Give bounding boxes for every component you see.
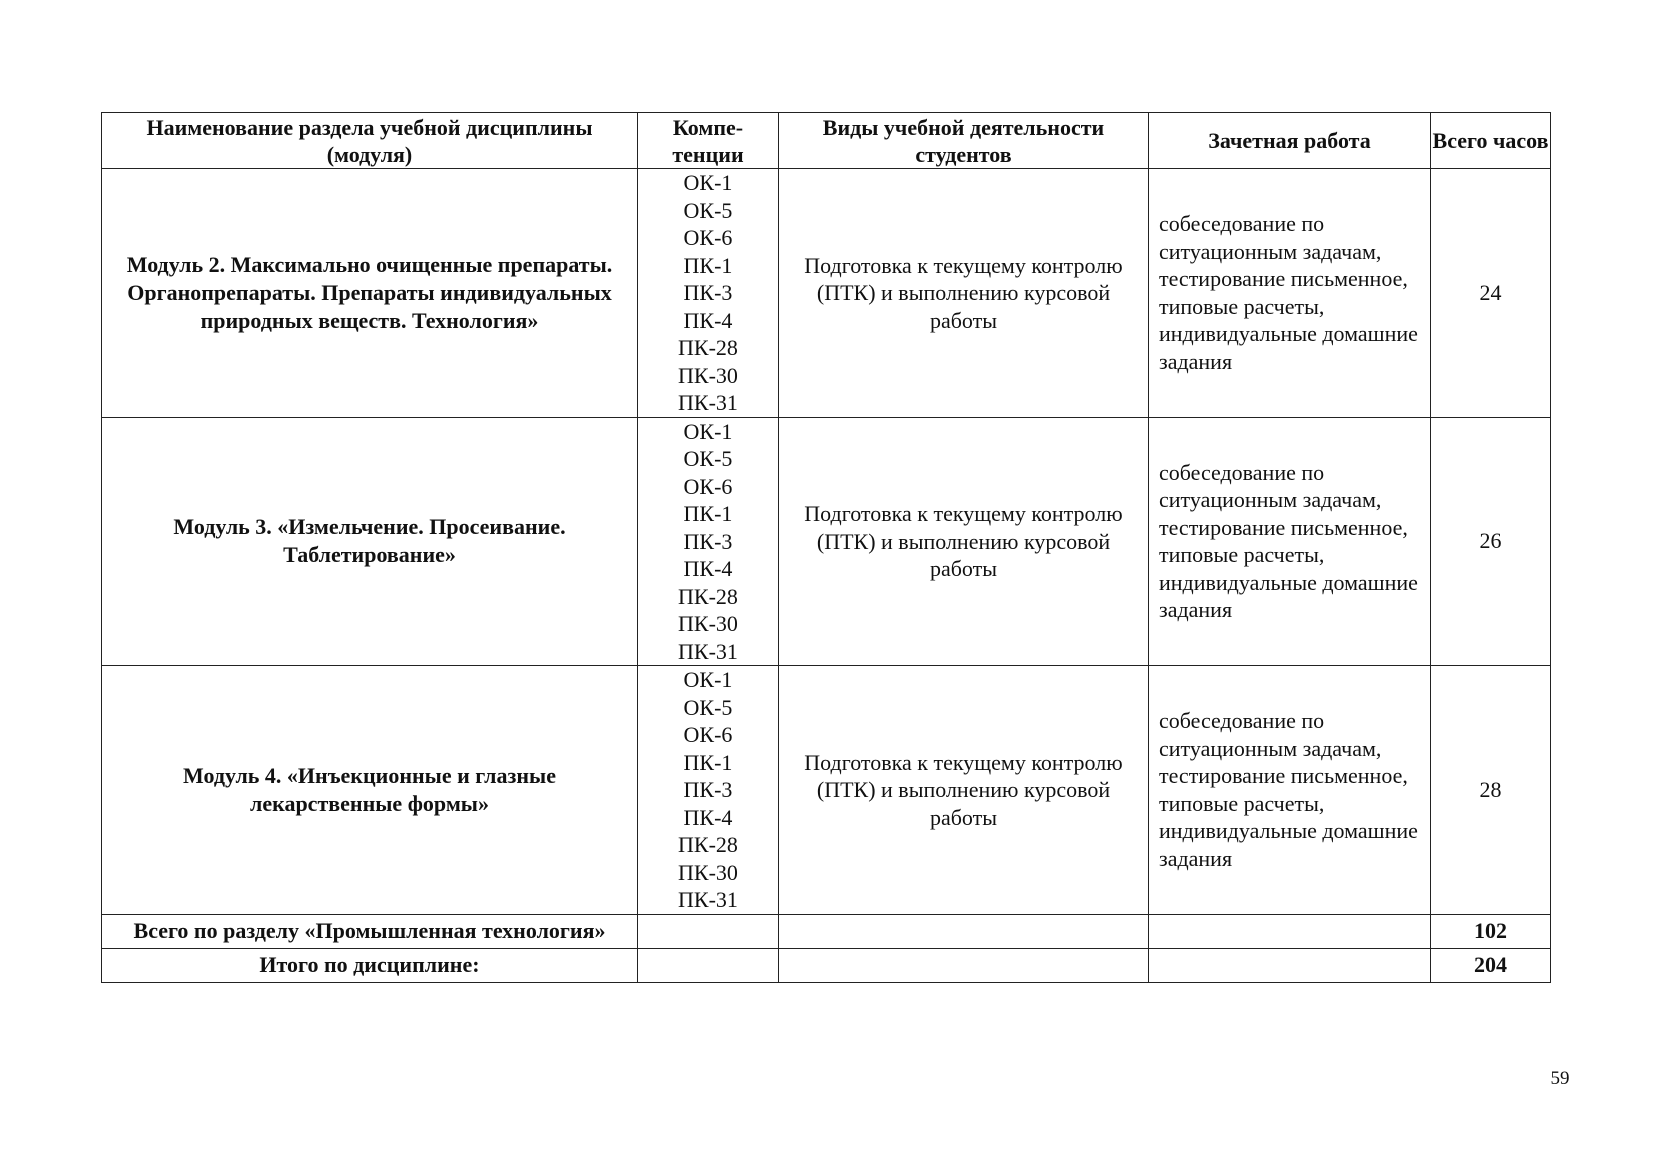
competency-item: ПК-31 xyxy=(678,638,738,664)
discipline-total-row xyxy=(102,948,1551,982)
credit-work-cell: собеседование по ситуационным задачам, тестирование письменное, типовые расчеты, индивидуальные домашние задания xyxy=(1149,417,1431,666)
hours-cell: 28 xyxy=(1431,666,1551,915)
competency-item: ОК-1 xyxy=(683,170,733,195)
competency-item: ПК-3 xyxy=(683,280,733,305)
competency-item: ПК-4 xyxy=(683,307,733,333)
credit-work-cell: собеседование по ситуационным задачам, тестирование письменное, типовые расчеты, индивидуальные домашние задания xyxy=(1149,169,1431,418)
credit-work-cell: собеседование по ситуационным задачам, тестирование письменное, типовые расчеты, индивидуальные домашние задания xyxy=(1149,666,1431,915)
competency-item: ПК-1 xyxy=(683,749,733,775)
empty-cell xyxy=(1149,948,1431,982)
header-name: Наименование раздела учебной дисциплины (модуля) xyxy=(102,113,638,169)
activities-cell: Подготовка к текущему контролю (ПТК) и выполнению курсовой работы xyxy=(779,417,1149,666)
competency-item: ПК-28 xyxy=(678,832,738,857)
competency-item: ОК-1 xyxy=(683,418,733,444)
empty-cell xyxy=(638,914,779,948)
header-total-hours: Всего часов xyxy=(1431,113,1551,169)
competency-item: ОК-5 xyxy=(683,446,733,471)
module-name: Модуль 3. «Измельчение. Просеивание. Таблетирование» xyxy=(102,417,638,666)
discipline-total-hours: 204 xyxy=(1431,948,1551,982)
competency-item: ОК-6 xyxy=(683,225,733,250)
page-number: 59 xyxy=(1550,1068,1570,1089)
competency-item: ОК-6 xyxy=(683,473,733,499)
empty-cell xyxy=(779,948,1149,982)
competency-item: ПК-31 xyxy=(678,887,738,912)
competency-item: ПК-4 xyxy=(683,804,733,830)
competency-item: ПК-30 xyxy=(678,859,738,885)
header-credit-work: Зачетная работа xyxy=(1149,113,1431,169)
module-name: Модуль 2. Максимально очищенные препараты. Органопрепараты. Препараты индивидуальных природных веществ. Технология» xyxy=(102,169,638,418)
table-row xyxy=(102,666,1551,915)
competency-item: ОК-5 xyxy=(683,694,733,720)
empty-cell xyxy=(1149,914,1431,948)
table-row xyxy=(102,169,1551,418)
competencies-list xyxy=(638,169,778,417)
competency-item: ОК-1 xyxy=(683,667,733,692)
competency-item: ОК-5 xyxy=(683,197,733,223)
empty-cell xyxy=(779,914,1149,948)
competencies-list xyxy=(638,666,778,914)
competency-item: ПК-28 xyxy=(678,583,738,609)
header-activities: Виды учебной деятельности студентов xyxy=(779,113,1149,169)
competency-item: ПК-4 xyxy=(683,556,733,581)
empty-cell xyxy=(638,948,779,982)
competency-item: ПК-3 xyxy=(683,777,733,802)
competency-item: ОК-6 xyxy=(683,722,733,747)
discipline-total-label: Итого по дисциплине: xyxy=(102,948,638,982)
section-total-row xyxy=(102,914,1551,948)
table-row xyxy=(102,417,1551,666)
competency-item: ПК-28 xyxy=(678,335,738,360)
competency-item: ПК-30 xyxy=(678,362,738,388)
activities-cell: Подготовка к текущему контролю (ПТК) и выполнению курсовой работы xyxy=(779,666,1149,915)
competency-item: ПК-1 xyxy=(683,252,733,278)
module-name: Модуль 4. «Инъекционные и глазные лекарственные формы» xyxy=(102,666,638,915)
competencies-cell xyxy=(638,417,779,666)
activities-cell: Подготовка к текущему контролю (ПТК) и выполнению курсовой работы xyxy=(779,169,1149,418)
competency-item: ПК-3 xyxy=(683,528,733,554)
header-competencies: Компе-тенции xyxy=(638,113,779,169)
curriculum-table xyxy=(101,112,1551,983)
competencies-cell xyxy=(638,169,779,418)
hours-cell: 26 xyxy=(1431,417,1551,666)
table-header-row xyxy=(102,113,1551,169)
competency-item: ПК-1 xyxy=(683,501,733,526)
hours-cell: 24 xyxy=(1431,169,1551,418)
section-total-label: Всего по разделу «Промышленная технология» xyxy=(102,914,638,948)
competencies-cell xyxy=(638,666,779,915)
section-total-hours: 102 xyxy=(1431,914,1551,948)
competencies-list xyxy=(638,418,778,666)
competency-item: ПК-31 xyxy=(678,390,738,415)
competency-item: ПК-30 xyxy=(678,611,738,636)
